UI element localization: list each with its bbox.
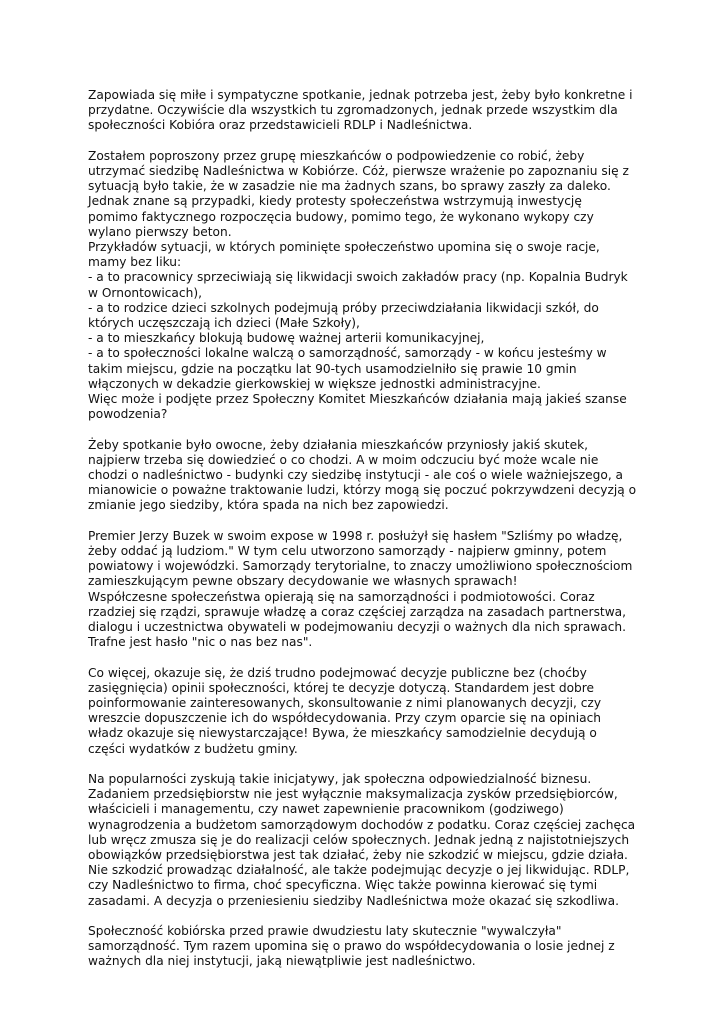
- text-line: wylano pierwszy beton.: [88, 224, 232, 239]
- text-line: zamieszkującym pewne obszary decydowanie we własnych sprawach!: [88, 574, 518, 589]
- list-item-line: takim miejscu, gdzie na początku lat 90-tych usamodzielniło się prawie 10 gmin: [88, 361, 577, 376]
- list-item-line: - a to rodzice dzieci szkolnych podejmują próby przeciwdziałania likwidacji szkół, do: [88, 300, 599, 315]
- text-line: ważnych dla niej instytucji, jaką niewątpliwie jest nadleśnictwo.: [88, 954, 476, 969]
- text-line: rzadziej się rządzi, sprawuje władzę a coraz częściej zarządza na zasadach partnerstwa,: [88, 604, 627, 619]
- text-line: zasięgnięcia) opinii społeczności, której te decyzje dotyczą. Standardem jest dobre: [88, 680, 595, 695]
- text-line: Więc może i podjęte przez Społeczny Komitet Mieszkańców działania mają jakieś szanse: [88, 392, 627, 407]
- text-line: wynagrodzenia a budżetom samorządowym dochodów z podatku. Coraz częściej zachęca: [88, 817, 636, 832]
- list-item-line: w Ornontowicach),: [88, 285, 202, 300]
- text-line: czy Nadleśnictwo to firma, choć specyficzna. Więc także powinna kierować się tymi: [88, 878, 598, 893]
- list-item-line: - a to społeczności lokalne walczą o samorządność, samorządy - w końcu jesteśmy w: [88, 346, 607, 361]
- text-line: żeby oddać ją ludziom." W tym celu utworzono samorządy - najpierw gminny, potem: [88, 544, 607, 559]
- text-line: przydatne. Oczywiście dla wszystkich tu zgromadzonych, jednak przede wszystkim dla: [88, 103, 618, 118]
- text-line: Społeczność kobiórska przed prawie dwudziestu laty skutecznie "wywalczyła": [88, 924, 562, 939]
- list-item-line: - a to mieszkańcy blokują budowę ważnej arterii komunikacyjnej,: [88, 331, 485, 346]
- list-item-line: których uczęszczają ich dzieci (Małe Szkoły),: [88, 316, 360, 331]
- list-item-line: włączonych w dekadzie gierkowskiej w większe jednostki administracyjne.: [88, 376, 541, 391]
- text-line: Co więcej, okazuje się, że dziś trudno podejmować decyzje publiczne bez (choćby: [88, 665, 587, 680]
- text-line: mamy bez liku:: [88, 255, 182, 270]
- text-line: lub wręcz zmusza się je do realizacji celów społecznych. Jednak jedną z najistotniejszych: [88, 832, 630, 847]
- list-item-line: - a to pracownicy sprzeciwiają się likwidacji swoich zakładów pracy (np. Kopalnia Budryk: [88, 270, 628, 285]
- text-line: Żeby spotkanie było owocne, żeby działania mieszkańców przyniosły jakiś skutek,: [88, 437, 589, 452]
- text-line: najpierw trzeba się dowiedzieć o co chodzi. A w moim odczuciu być może wcale nie: [88, 452, 599, 467]
- text-line: samorządność. Tym razem upomina się o prawo do współdecydowania o losie jednej z: [88, 939, 615, 954]
- text-line: sytuacją było takie, że w zasadzie nie ma żadnych szans, bo sprawy zaszły za daleko.: [88, 179, 611, 194]
- text-line: Przykładów sytuacji, w których pominięte społeczeństwo upomina się o swoje racje,: [88, 240, 600, 255]
- text-line: Nie szkodzić prowadząc działalność, ale także podejmując decyzje o jej likwidując. RDLP,: [88, 863, 630, 878]
- text-line: Współczesne społeczeństwa opierają się na samorządności i podmiotowości. Coraz: [88, 589, 595, 604]
- text-line: Na popularności zyskują takie inicjatywy, jak społeczna odpowiedzialność biznesu.: [88, 772, 592, 787]
- text-line: mianowicie o poważne traktowanie ludzi, którzy mogą się poczuć pokrzywdzeni decyzją o: [88, 483, 637, 498]
- text-line: powodzenia?: [88, 407, 168, 422]
- text-line: Zapowiada się miłe i sympatyczne spotkanie, jednak potrzeba jest, żeby było konkretne i: [88, 88, 633, 102]
- document-page: [88, 88, 648, 985]
- text-line: społeczności Kobióra oraz przedstawicieli RDLP i Nadleśnictwa.: [88, 118, 473, 133]
- text-line: Jednak znane są przypadki, kiedy protesty społeczeństwa wstrzymują inwestycję: [88, 194, 582, 209]
- text-line: pomimo faktycznego rozpoczęcia budowy, pomimo tego, że wykonano wykopy czy: [88, 209, 594, 224]
- paragraph-csr: [88, 772, 648, 909]
- text-line: właścicieli i managementu, czy nawet zapewnienie pracownikom (godziwego): [88, 802, 564, 817]
- text-line: poinformowanie zainteresowanych, skonsultowanie z nimi planowanych decyzji, czy: [88, 696, 602, 711]
- paragraph-request: [88, 149, 648, 423]
- paragraph-meeting: [88, 438, 648, 514]
- text-line: zasadami. A decyzja o przeniesieniu siedziby Nadleśnictwa może okazać się szkodliwa.: [88, 893, 619, 908]
- paragraph-intro: [88, 88, 648, 134]
- text-line: wreszcie dopuszczenie ich do współdecydowania. Przy czym oparcie się na opiniach: [88, 711, 602, 726]
- text-line: Zostałem poproszony przez grupę mieszkańców o podpowiedzenie co robić, żeby: [88, 148, 585, 163]
- text-line: władz okazuje się niewystarczające! Bywa, że mieszkańcy samodzielnie decydują o: [88, 726, 597, 741]
- paragraph-buzek: [88, 529, 648, 651]
- text-line: Trafne jest hasło "nic o nas bez nas".: [88, 635, 313, 650]
- text-line: części wydatków z budżetu gminy.: [88, 741, 298, 756]
- text-line: utrzymać siedzibę Nadleśnictwa w Kobiórze. Cóż, pierwsze wrażenie po zapoznaniu się z: [88, 164, 629, 178]
- text-line: powiatowy i wojewódzki. Samorządy terytorialne, to znaczy umożliwiono społecznościom: [88, 559, 633, 574]
- text-line: Premier Jerzy Buzek w swoim expose w 1998 r. posłużył się hasłem "Szliśmy po władzę,: [88, 528, 623, 543]
- text-line: dialogu i uczestnictwa obywateli w podejmowaniu decyzji o ważnych dla nich sprawach.: [88, 620, 627, 635]
- text-line: obowiązków przedsiębiorstwa jest tak działać, żeby nie szkodzić w miejscu, gdzie działa.: [88, 848, 628, 863]
- paragraph-decisions: [88, 666, 648, 757]
- paragraph-conclusion: [88, 924, 648, 970]
- text-line: zmianie jego siedziby, która spada na nich bez zapowiedzi.: [88, 498, 449, 513]
- text-line: Zadaniem przedsiębiorstw nie jest wyłącznie maksymalizacja zysków przedsiębiorców,: [88, 787, 618, 802]
- text-line: chodzi o nadleśnictwo - budynki czy siedzibę instytucji - ale coś o wiele ważniejszego, a: [88, 468, 624, 483]
